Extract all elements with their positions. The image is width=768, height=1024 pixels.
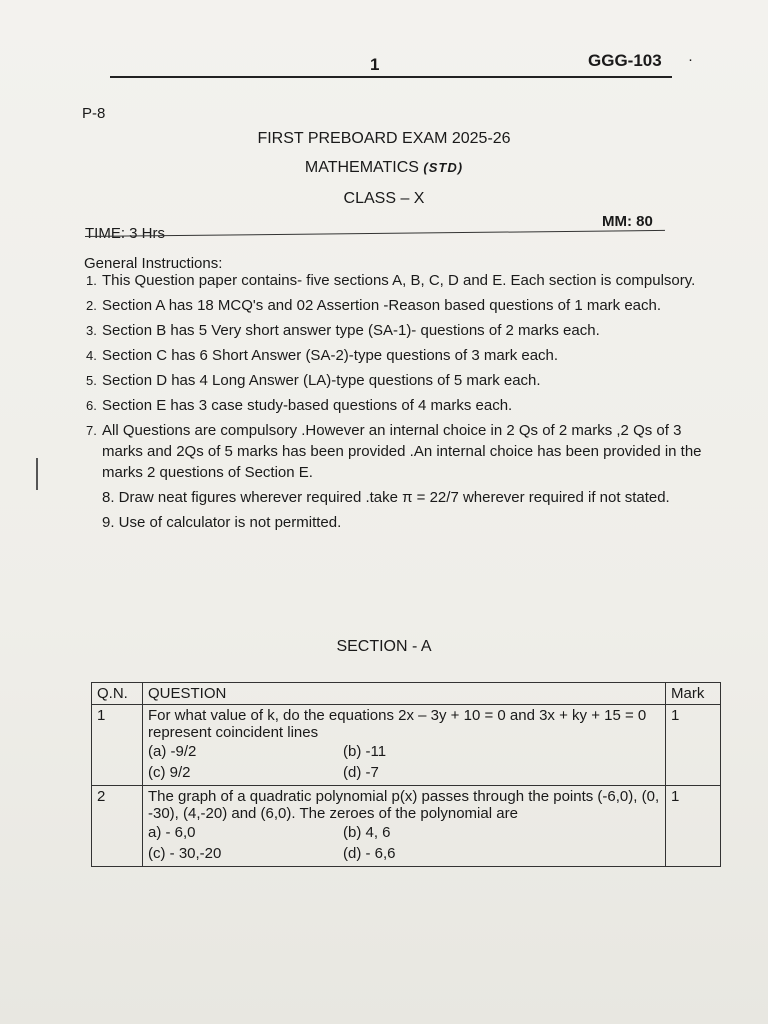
- question-number: 2: [92, 786, 143, 867]
- instruction-item: [86, 420, 706, 483]
- instruction-number: [86, 512, 102, 533]
- table-row: [92, 786, 721, 867]
- instruction-item: [86, 270, 706, 291]
- instruction-number: 2.: [86, 298, 97, 313]
- option: (b) 4, 6: [343, 824, 391, 841]
- time-label: TIME: 3 Hrs: [85, 225, 166, 242]
- question-number: 1: [92, 705, 143, 786]
- question-table: [91, 682, 721, 867]
- instruction-text: Section A has 18 MCQ's and 02 Assertion -Reason based questions of 1 mark each.: [102, 297, 662, 314]
- option: (c) - 30,-20: [148, 845, 222, 862]
- section-heading: SECTION - A: [336, 638, 432, 655]
- instruction-text: Section C has 6 Short Answer (SA-2)-type questions of 3 mark each.: [102, 347, 559, 364]
- instruction-item: [86, 320, 706, 341]
- paper-code: GGG-103: [588, 51, 662, 70]
- header-rule: [110, 76, 672, 78]
- instruction-item: [86, 345, 706, 366]
- instruction-item: [86, 487, 706, 508]
- question-cell: [143, 786, 666, 867]
- header-qn: Q.N.: [92, 683, 143, 705]
- instructions-list: [86, 270, 706, 537]
- header-mark: Mark: [666, 683, 721, 705]
- header-question: QUESTION: [143, 683, 666, 705]
- instruction-item: [86, 295, 706, 316]
- instruction-text: 9. Use of calculator is not permitted.: [102, 514, 342, 531]
- instruction-number: 4.: [86, 348, 97, 363]
- page-number: 1: [370, 55, 380, 74]
- max-marks: MM: 80: [602, 213, 653, 230]
- subject-title: [0, 159, 768, 177]
- option: (a) -9/2: [148, 743, 197, 760]
- header-dot: ·: [688, 51, 693, 68]
- exam-title: FIRST PREBOARD EXAM 2025-26: [257, 130, 511, 147]
- instruction-text: All Questions are compulsory .However an internal choice in 2 Qs of 2 marks ,2 Qs of 3 marks and 2Qs of 5 marks has been provided .An internal choice has been provided in the marks 2 questions of Section E.: [102, 422, 702, 481]
- instruction-text: Section B has 5 Very short answer type (SA-1)- questions of 2 marks each.: [102, 322, 600, 339]
- option: (d) - 6,6: [343, 845, 396, 862]
- instruction-item: [86, 395, 706, 416]
- instruction-number: 3.: [86, 323, 97, 338]
- options-grid: [148, 741, 660, 783]
- instruction-item: [86, 370, 706, 391]
- instruction-text: This Question paper contains- five sections A, B, C, D and E. Each section is compulsory.: [102, 272, 696, 289]
- instruction-number: 5.: [86, 373, 97, 388]
- options-grid: [148, 822, 660, 864]
- set-code: P-8: [82, 105, 106, 122]
- option: (b) -11: [343, 743, 387, 760]
- question-text: For what value of k, do the equations 2x – 3y + 10 = 0 and 3x + ky + 15 = 0 represent coincident lines: [148, 707, 647, 741]
- question-text: The graph of a quadratic polynomial p(x) passes through the points (-6,0), (0, -30), (4,-20) and (6,0). The zeroes of the polynomial are: [148, 788, 660, 822]
- table-header-row: [92, 683, 721, 705]
- margin-pen-mark: [36, 458, 38, 490]
- question-mark: 1: [666, 705, 721, 786]
- time-rule: [85, 230, 665, 237]
- table-row: [92, 705, 721, 786]
- option: (c) 9/2: [148, 764, 191, 781]
- instruction-number: 1.: [86, 273, 97, 288]
- instruction-item: [86, 512, 706, 533]
- option: (d) -7: [343, 764, 379, 781]
- instruction-text: Section D has 4 Long Answer (LA)-type questions of 5 mark each.: [102, 372, 541, 389]
- instruction-number: 7.: [86, 423, 97, 438]
- instruction-number: [86, 487, 102, 508]
- question-cell: [143, 705, 666, 786]
- class-title: CLASS – X: [343, 190, 425, 207]
- option: a) - 6,0: [148, 824, 196, 841]
- subject-note: (STD): [423, 160, 464, 175]
- instruction-text: Section E has 3 case study-based questions of 4 marks each.: [102, 397, 513, 414]
- question-mark: 1: [666, 786, 721, 867]
- subject-name: MATHEMATICS: [304, 159, 419, 176]
- instructions-heading: General Instructions:: [84, 255, 223, 272]
- instruction-number: 6.: [86, 398, 97, 413]
- instruction-text: 8. Draw neat figures wherever required .take π = 22/7 wherever required if not stated.: [102, 489, 670, 506]
